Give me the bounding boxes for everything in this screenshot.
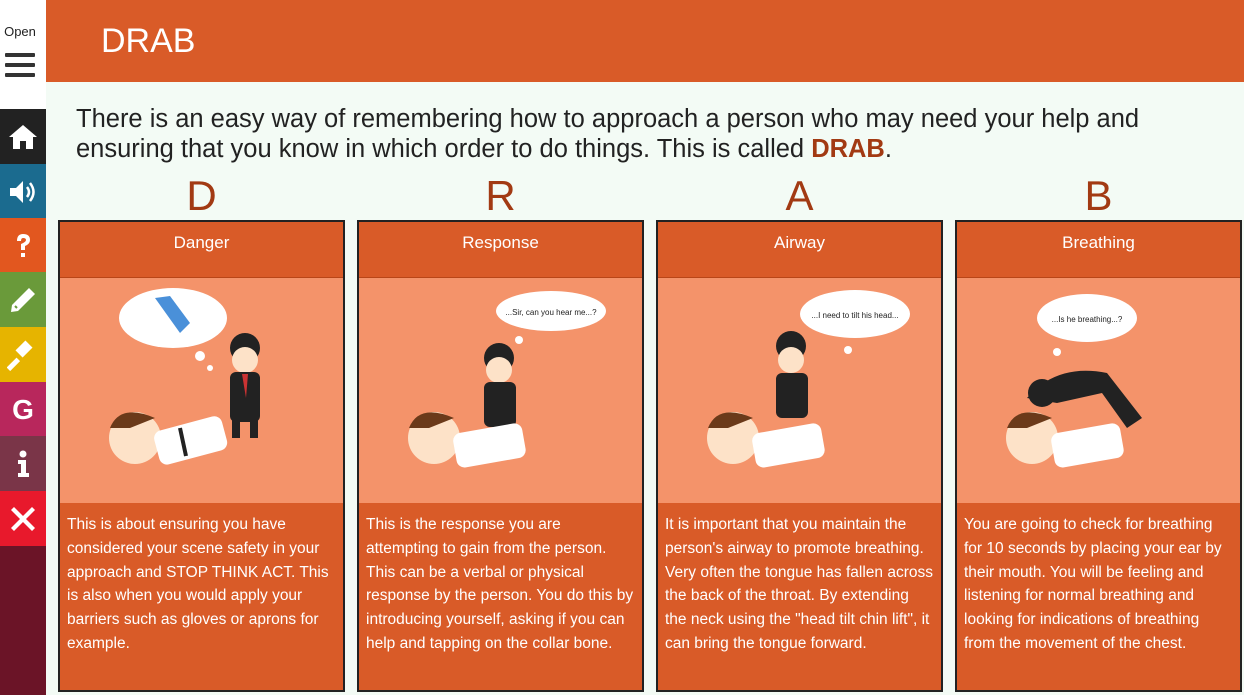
sidebar <box>0 0 46 695</box>
sidebar-fill <box>0 546 46 695</box>
letter-a: A <box>785 172 814 219</box>
airway-bubble-text: ...I need to tilt his head... <box>811 311 899 320</box>
letter-r: R <box>485 172 516 219</box>
response-bubble-text: ...Sir, can you hear me...? <box>505 308 597 317</box>
question-icon <box>7 230 39 262</box>
intro-highlight: DRAB <box>811 135 885 163</box>
close-button[interactable] <box>0 491 46 546</box>
pencil-icon <box>7 284 39 316</box>
card-title: Response <box>359 222 642 278</box>
card-response <box>357 220 644 692</box>
home-button[interactable] <box>0 109 46 164</box>
help-button[interactable] <box>0 218 46 273</box>
audio-button[interactable] <box>0 164 46 219</box>
card-danger <box>58 220 345 692</box>
intro-sentence: There is an easy way of remembering how to approach a person who may need your help and ensuring that you know in which order to do things. This is called <box>76 105 1140 163</box>
edit-button[interactable] <box>0 272 46 327</box>
card-title: Danger <box>60 222 343 278</box>
gavel-icon <box>7 339 39 371</box>
card-airway <box>656 220 943 692</box>
response-illustration <box>359 278 642 503</box>
intro-end: . <box>884 135 892 163</box>
breathing-illustration <box>957 278 1240 503</box>
danger-illustration <box>60 278 343 503</box>
letter-b: B <box>1084 172 1113 219</box>
page-title: DRAB <box>101 22 196 60</box>
card-title: Breathing <box>957 222 1240 278</box>
close-icon <box>7 503 39 535</box>
page-header <box>46 0 1244 82</box>
gavel-button[interactable] <box>0 327 46 382</box>
airway-illustration <box>658 278 941 503</box>
breathing-bubble-text: ...Is he breathing...? <box>1051 315 1123 324</box>
card-title: Airway <box>658 222 941 278</box>
card-text: It is important that you maintain the person's airway to promote breathing. Very often the tongue has fallen across the back of the throat. By extending the neck using the "head tilt chin lift", it can bring the tongue forward. <box>665 516 933 652</box>
info-icon <box>7 448 39 480</box>
card-text: This is about ensuring you have considered your scene safety in your approach and STOP THINK ACT. This is also when you would apply your barriers such as gloves or aprons for example. <box>67 516 329 652</box>
letter-d: D <box>186 172 217 219</box>
glossary-button[interactable] <box>0 382 46 437</box>
hamburger-menu-icon[interactable] <box>5 53 35 79</box>
glossary-icon: G <box>12 393 34 425</box>
info-button[interactable] <box>0 436 46 491</box>
home-icon <box>7 121 39 153</box>
intro-text <box>76 104 1196 164</box>
card-text: You are going to check for breathing for 10 seconds by placing your ear by their mouth. You will be feeling and listening for normal breathing and looking for indications of breathing from the movement of the chest. <box>964 516 1222 652</box>
audio-icon <box>7 176 39 208</box>
open-label: Open <box>4 24 36 39</box>
card-text: This is the response you are attempting to gain from the person. This can be a verbal or physical response by the person. You do this by introducing yourself, asking if you can help and tapping on the collar bone. <box>366 516 634 652</box>
open-menu-area[interactable] <box>0 0 46 109</box>
card-breathing <box>955 220 1242 692</box>
